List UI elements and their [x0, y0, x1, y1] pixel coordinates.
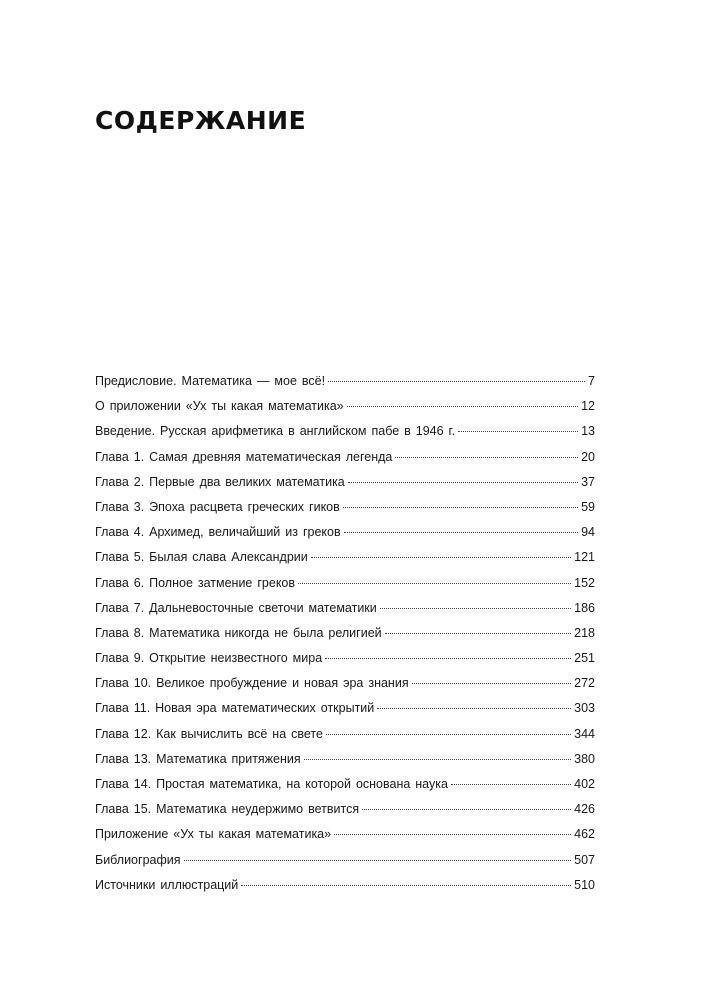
toc-entry [95, 574, 595, 599]
toc-entry [95, 851, 595, 876]
toc-page-number: 272 [574, 676, 595, 691]
dot-leader [344, 532, 578, 533]
dot-leader [311, 557, 571, 558]
dot-leader [298, 583, 571, 584]
toc-entry [95, 750, 595, 775]
dot-leader [385, 633, 571, 634]
toc-entry-label: Глава 11. Новая эра математических открытий [95, 701, 375, 716]
toc-page-number: 121 [574, 550, 595, 565]
toc-entry-label: Глава 13. Математика притяжения [95, 751, 301, 766]
toc-entry [95, 825, 595, 850]
dot-leader [458, 431, 578, 432]
toc-entry-label: Глава 6. Полное затмение греков [95, 575, 296, 590]
dot-leader [328, 381, 585, 382]
toc-page-number: 20 [581, 449, 595, 464]
toc-entry-label: Глава 4. Архимед, величайший из греков [95, 525, 341, 540]
dot-leader [395, 457, 578, 458]
toc-entry-label: Глава 3. Эпоха расцвета греческих гиков [95, 499, 340, 514]
dot-leader [343, 507, 578, 508]
toc-page-number: 462 [574, 827, 595, 842]
toc-entry-label: Глава 15. Математика неудержимо ветвится [95, 802, 360, 817]
toc-entry [95, 775, 595, 800]
toc-page-number: 344 [574, 726, 595, 741]
page-title: СОДЕРЖАНИЕ [95, 106, 307, 135]
toc-entry-label: Глава 7. Дальневосточные светочи математики [95, 600, 377, 615]
toc-page-number: 13 [581, 424, 595, 439]
dot-leader [377, 708, 571, 709]
toc-page-number: 94 [581, 525, 595, 540]
dot-leader [241, 885, 571, 886]
toc-entry-label: Глава 12. Как вычислить всё на свете [95, 726, 323, 741]
toc-entry [95, 699, 595, 724]
dot-leader [325, 658, 571, 659]
toc-entry [95, 624, 595, 649]
toc-entry-label: О приложении «Ух ты какая математика» [95, 399, 344, 414]
toc-entry-label: Приложение «Ух ты какая математика» [95, 827, 332, 842]
toc-page-number: 426 [574, 802, 595, 817]
toc-page-number: 152 [574, 575, 595, 590]
toc-entry-label: Предисловие. Математика — мое всё! [95, 374, 326, 388]
toc-entry [95, 649, 595, 674]
toc-entry-label: Глава 14. Простая математика, на которой основана наука [95, 777, 448, 791]
toc-entry [95, 523, 595, 548]
toc-entry-label: Библиография [95, 852, 181, 867]
toc-page-number: 59 [581, 499, 595, 514]
toc-page-number: 218 [574, 625, 595, 640]
dot-leader [380, 608, 571, 609]
toc-entry [95, 397, 595, 422]
toc-entry-label: Глава 5. Былая слава Александрии [95, 550, 308, 565]
table-of-contents [95, 372, 595, 901]
toc-entry [95, 725, 595, 750]
toc-page-number: 7 [588, 374, 595, 388]
toc-entry [95, 876, 595, 901]
toc-entry [95, 372, 595, 397]
dot-leader [451, 784, 571, 785]
toc-entry-label: Введение. Русская арифметика в английском пабе в 1946 г. [95, 424, 456, 439]
toc-page-number: 186 [574, 600, 595, 615]
toc-entry-label: Глава 10. Великое пробуждение и новая эра знания [95, 676, 409, 691]
toc-page-number: 402 [574, 777, 595, 791]
toc-page-number: 510 [574, 877, 595, 892]
dot-leader [184, 860, 572, 861]
dot-leader [326, 734, 571, 735]
toc-page-number: 37 [581, 474, 595, 489]
toc-entry-label: Глава 1. Самая древняя математическая легенда [95, 449, 393, 464]
toc-entry [95, 473, 595, 498]
dot-leader [304, 759, 571, 760]
dot-leader [347, 406, 578, 407]
toc-entry [95, 599, 595, 624]
toc-entry-label: Источники иллюстраций [95, 877, 239, 892]
toc-entry [95, 548, 595, 573]
toc-page-number: 251 [574, 651, 595, 666]
toc-entry [95, 422, 595, 447]
toc-page-number: 380 [574, 751, 595, 766]
toc-page-number: 507 [574, 852, 595, 867]
toc-entry [95, 498, 595, 523]
toc-entry-label: Глава 9. Открытие неизвестного мира [95, 651, 323, 666]
toc-entry [95, 674, 595, 699]
toc-entry [95, 448, 595, 473]
toc-page-number: 303 [574, 701, 595, 716]
toc-entry-label: Глава 2. Первые два великих математика [95, 474, 345, 489]
dot-leader [334, 834, 571, 835]
toc-entry-label: Глава 8. Математика никогда не была религией [95, 625, 382, 640]
toc-entry [95, 800, 595, 825]
toc-page-number: 12 [581, 399, 595, 414]
dot-leader [362, 809, 571, 810]
dot-leader [412, 683, 572, 684]
dot-leader [348, 482, 578, 483]
